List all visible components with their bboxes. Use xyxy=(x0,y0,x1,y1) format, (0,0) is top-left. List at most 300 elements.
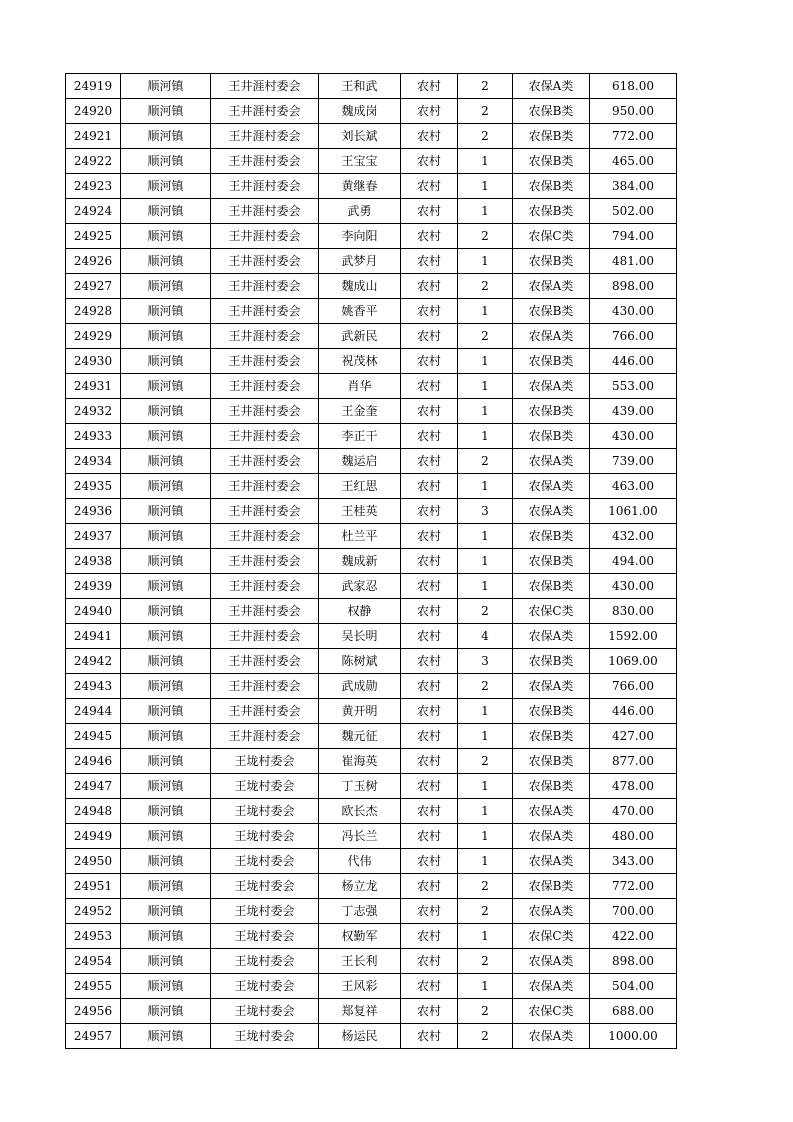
cell-person-name: 王长利 xyxy=(319,949,401,974)
cell-record-id: 24944 xyxy=(66,699,121,724)
cell-person-count: 2 xyxy=(458,124,513,149)
cell-village-committee: 王井涯村委会 xyxy=(211,649,319,674)
cell-record-id: 24934 xyxy=(66,449,121,474)
cell-town: 顺河镇 xyxy=(121,199,211,224)
cell-village-committee: 王垅村委会 xyxy=(211,824,319,849)
cell-record-id: 24931 xyxy=(66,374,121,399)
cell-record-id: 24932 xyxy=(66,399,121,424)
cell-town: 顺河镇 xyxy=(121,249,211,274)
cell-town: 顺河镇 xyxy=(121,74,211,99)
table-row xyxy=(66,424,677,449)
cell-town: 顺河镇 xyxy=(121,949,211,974)
cell-village-committee: 王井涯村委会 xyxy=(211,224,319,249)
cell-person-name: 代伟 xyxy=(319,849,401,874)
cell-town: 顺河镇 xyxy=(121,524,211,549)
cell-town: 顺河镇 xyxy=(121,924,211,949)
cell-person-count: 2 xyxy=(458,274,513,299)
cell-amount: 465.00 xyxy=(590,149,677,174)
cell-person-name: 魏成新 xyxy=(319,549,401,574)
cell-person-count: 1 xyxy=(458,824,513,849)
cell-person-count: 1 xyxy=(458,974,513,999)
cell-village-committee: 王井涯村委会 xyxy=(211,199,319,224)
cell-person-name: 魏元征 xyxy=(319,724,401,749)
cell-residence-type: 农村 xyxy=(401,974,458,999)
cell-town: 顺河镇 xyxy=(121,724,211,749)
cell-residence-type: 农村 xyxy=(401,124,458,149)
cell-amount: 898.00 xyxy=(590,949,677,974)
records-table-body xyxy=(66,74,677,1049)
cell-record-id: 24942 xyxy=(66,649,121,674)
cell-residence-type: 农村 xyxy=(401,99,458,124)
table-row xyxy=(66,849,677,874)
cell-record-id: 24939 xyxy=(66,574,121,599)
cell-village-committee: 王井涯村委会 xyxy=(211,599,319,624)
cell-amount: 384.00 xyxy=(590,174,677,199)
cell-town: 顺河镇 xyxy=(121,999,211,1024)
cell-residence-type: 农村 xyxy=(401,299,458,324)
cell-person-name: 黄继春 xyxy=(319,174,401,199)
table-row xyxy=(66,699,677,724)
cell-residence-type: 农村 xyxy=(401,499,458,524)
cell-record-id: 24947 xyxy=(66,774,121,799)
cell-person-name: 祝茂林 xyxy=(319,349,401,374)
cell-insurance-category: 农保A类 xyxy=(513,799,590,824)
cell-residence-type: 农村 xyxy=(401,374,458,399)
cell-village-committee: 王井涯村委会 xyxy=(211,474,319,499)
cell-town: 顺河镇 xyxy=(121,1024,211,1049)
cell-village-committee: 王垅村委会 xyxy=(211,874,319,899)
cell-town: 顺河镇 xyxy=(121,624,211,649)
cell-amount: 494.00 xyxy=(590,549,677,574)
cell-residence-type: 农村 xyxy=(401,899,458,924)
cell-person-count: 2 xyxy=(458,999,513,1024)
cell-amount: 553.00 xyxy=(590,374,677,399)
cell-person-name: 武家忍 xyxy=(319,574,401,599)
cell-amount: 439.00 xyxy=(590,399,677,424)
cell-town: 顺河镇 xyxy=(121,449,211,474)
cell-person-count: 2 xyxy=(458,874,513,899)
table-row xyxy=(66,74,677,99)
cell-amount: 618.00 xyxy=(590,74,677,99)
cell-insurance-category: 农保C类 xyxy=(513,224,590,249)
cell-insurance-category: 农保A类 xyxy=(513,449,590,474)
cell-village-committee: 王井涯村委会 xyxy=(211,524,319,549)
cell-insurance-category: 农保B类 xyxy=(513,774,590,799)
cell-insurance-category: 农保B类 xyxy=(513,149,590,174)
table-row xyxy=(66,174,677,199)
cell-residence-type: 农村 xyxy=(401,674,458,699)
cell-amount: 343.00 xyxy=(590,849,677,874)
table-row xyxy=(66,999,677,1024)
cell-record-id: 24926 xyxy=(66,249,121,274)
cell-person-name: 武新民 xyxy=(319,324,401,349)
cell-person-name: 崔海英 xyxy=(319,749,401,774)
cell-residence-type: 农村 xyxy=(401,549,458,574)
cell-person-name: 郑复祥 xyxy=(319,999,401,1024)
cell-person-name: 武梦月 xyxy=(319,249,401,274)
table-row xyxy=(66,674,677,699)
table-row xyxy=(66,299,677,324)
cell-residence-type: 农村 xyxy=(401,574,458,599)
cell-person-count: 1 xyxy=(458,774,513,799)
cell-residence-type: 农村 xyxy=(401,849,458,874)
cell-village-committee: 王井涯村委会 xyxy=(211,274,319,299)
cell-town: 顺河镇 xyxy=(121,299,211,324)
cell-town: 顺河镇 xyxy=(121,974,211,999)
cell-village-committee: 王垅村委会 xyxy=(211,749,319,774)
cell-amount: 470.00 xyxy=(590,799,677,824)
cell-person-count: 2 xyxy=(458,74,513,99)
cell-village-committee: 王井涯村委会 xyxy=(211,324,319,349)
table-row xyxy=(66,924,677,949)
cell-insurance-category: 农保B类 xyxy=(513,724,590,749)
cell-amount: 446.00 xyxy=(590,349,677,374)
cell-village-committee: 王井涯村委会 xyxy=(211,374,319,399)
cell-record-id: 24953 xyxy=(66,924,121,949)
cell-person-count: 1 xyxy=(458,399,513,424)
cell-person-name: 杨运民 xyxy=(319,1024,401,1049)
cell-person-name: 权静 xyxy=(319,599,401,624)
cell-residence-type: 农村 xyxy=(401,999,458,1024)
cell-person-name: 杨立龙 xyxy=(319,874,401,899)
cell-town: 顺河镇 xyxy=(121,424,211,449)
cell-amount: 430.00 xyxy=(590,424,677,449)
cell-town: 顺河镇 xyxy=(121,599,211,624)
cell-residence-type: 农村 xyxy=(401,699,458,724)
cell-insurance-category: 农保B类 xyxy=(513,574,590,599)
cell-person-name: 魏成山 xyxy=(319,274,401,299)
cell-record-id: 24922 xyxy=(66,149,121,174)
cell-residence-type: 农村 xyxy=(401,274,458,299)
cell-person-count: 1 xyxy=(458,174,513,199)
cell-insurance-category: 农保B类 xyxy=(513,124,590,149)
cell-insurance-category: 农保A类 xyxy=(513,824,590,849)
table-row xyxy=(66,974,677,999)
cell-village-committee: 王垅村委会 xyxy=(211,949,319,974)
cell-record-id: 24957 xyxy=(66,1024,121,1049)
cell-amount: 1592.00 xyxy=(590,624,677,649)
cell-record-id: 24946 xyxy=(66,749,121,774)
cell-record-id: 24924 xyxy=(66,199,121,224)
cell-village-committee: 王井涯村委会 xyxy=(211,674,319,699)
table-row xyxy=(66,599,677,624)
cell-amount: 422.00 xyxy=(590,924,677,949)
cell-town: 顺河镇 xyxy=(121,824,211,849)
cell-insurance-category: 农保A类 xyxy=(513,324,590,349)
table-row xyxy=(66,624,677,649)
cell-residence-type: 农村 xyxy=(401,874,458,899)
cell-person-count: 2 xyxy=(458,674,513,699)
cell-person-name: 陈树斌 xyxy=(319,649,401,674)
cell-record-id: 24949 xyxy=(66,824,121,849)
table-row xyxy=(66,374,677,399)
cell-insurance-category: 农保B类 xyxy=(513,199,590,224)
cell-record-id: 24948 xyxy=(66,799,121,824)
cell-residence-type: 农村 xyxy=(401,799,458,824)
cell-person-name: 姚香平 xyxy=(319,299,401,324)
cell-residence-type: 农村 xyxy=(401,824,458,849)
cell-insurance-category: 农保A类 xyxy=(513,849,590,874)
cell-village-committee: 王井涯村委会 xyxy=(211,74,319,99)
table-row xyxy=(66,799,677,824)
cell-village-committee: 王垅村委会 xyxy=(211,1024,319,1049)
cell-insurance-category: 农保C类 xyxy=(513,999,590,1024)
cell-person-count: 1 xyxy=(458,549,513,574)
table-row xyxy=(66,549,677,574)
cell-record-id: 24956 xyxy=(66,999,121,1024)
cell-town: 顺河镇 xyxy=(121,874,211,899)
cell-village-committee: 王井涯村委会 xyxy=(211,424,319,449)
cell-village-committee: 王井涯村委会 xyxy=(211,349,319,374)
cell-residence-type: 农村 xyxy=(401,224,458,249)
cell-residence-type: 农村 xyxy=(401,949,458,974)
table-row xyxy=(66,499,677,524)
cell-person-name: 王宝宝 xyxy=(319,149,401,174)
cell-insurance-category: 农保A类 xyxy=(513,624,590,649)
cell-person-count: 2 xyxy=(458,749,513,774)
cell-amount: 772.00 xyxy=(590,874,677,899)
cell-insurance-category: 农保B类 xyxy=(513,174,590,199)
cell-amount: 1000.00 xyxy=(590,1024,677,1049)
cell-person-count: 3 xyxy=(458,649,513,674)
cell-village-committee: 王垅村委会 xyxy=(211,849,319,874)
cell-record-id: 24950 xyxy=(66,849,121,874)
cell-insurance-category: 农保A类 xyxy=(513,274,590,299)
cell-record-id: 24951 xyxy=(66,874,121,899)
cell-residence-type: 农村 xyxy=(401,399,458,424)
table-row xyxy=(66,1024,677,1049)
table-row xyxy=(66,524,677,549)
table-row xyxy=(66,874,677,899)
cell-town: 顺河镇 xyxy=(121,899,211,924)
cell-residence-type: 农村 xyxy=(401,174,458,199)
cell-village-committee: 王垅村委会 xyxy=(211,774,319,799)
cell-person-name: 肖华 xyxy=(319,374,401,399)
table-row xyxy=(66,224,677,249)
cell-village-committee: 王垅村委会 xyxy=(211,899,319,924)
cell-amount: 950.00 xyxy=(590,99,677,124)
cell-village-committee: 王井涯村委会 xyxy=(211,574,319,599)
cell-insurance-category: 农保A类 xyxy=(513,949,590,974)
cell-person-name: 丁玉树 xyxy=(319,774,401,799)
cell-residence-type: 农村 xyxy=(401,524,458,549)
cell-person-count: 1 xyxy=(458,524,513,549)
cell-person-name: 魏运启 xyxy=(319,449,401,474)
cell-person-name: 吴长明 xyxy=(319,624,401,649)
cell-village-committee: 王井涯村委会 xyxy=(211,624,319,649)
cell-person-name: 王风彩 xyxy=(319,974,401,999)
cell-person-name: 李正干 xyxy=(319,424,401,449)
cell-village-committee: 王井涯村委会 xyxy=(211,149,319,174)
cell-insurance-category: 农保B类 xyxy=(513,399,590,424)
table-row xyxy=(66,749,677,774)
cell-town: 顺河镇 xyxy=(121,774,211,799)
cell-person-name: 李向阳 xyxy=(319,224,401,249)
table-row xyxy=(66,474,677,499)
cell-insurance-category: 农保C类 xyxy=(513,599,590,624)
cell-amount: 432.00 xyxy=(590,524,677,549)
cell-person-name: 王红思 xyxy=(319,474,401,499)
cell-person-count: 2 xyxy=(458,99,513,124)
table-row xyxy=(66,899,677,924)
cell-record-id: 24920 xyxy=(66,99,121,124)
cell-insurance-category: 农保A类 xyxy=(513,674,590,699)
cell-record-id: 24925 xyxy=(66,224,121,249)
cell-village-committee: 王井涯村委会 xyxy=(211,299,319,324)
cell-village-committee: 王井涯村委会 xyxy=(211,174,319,199)
cell-village-committee: 王垅村委会 xyxy=(211,999,319,1024)
records-table xyxy=(65,73,677,1049)
cell-person-name: 丁志强 xyxy=(319,899,401,924)
cell-record-id: 24933 xyxy=(66,424,121,449)
cell-residence-type: 农村 xyxy=(401,924,458,949)
cell-residence-type: 农村 xyxy=(401,249,458,274)
cell-person-name: 武勇 xyxy=(319,199,401,224)
cell-amount: 478.00 xyxy=(590,774,677,799)
cell-insurance-category: 农保A类 xyxy=(513,374,590,399)
cell-town: 顺河镇 xyxy=(121,799,211,824)
cell-amount: 700.00 xyxy=(590,899,677,924)
cell-record-id: 24954 xyxy=(66,949,121,974)
cell-residence-type: 农村 xyxy=(401,599,458,624)
cell-person-name: 魏成岗 xyxy=(319,99,401,124)
cell-town: 顺河镇 xyxy=(121,499,211,524)
cell-village-committee: 王井涯村委会 xyxy=(211,399,319,424)
cell-amount: 427.00 xyxy=(590,724,677,749)
cell-record-id: 24955 xyxy=(66,974,121,999)
cell-insurance-category: 农保B类 xyxy=(513,549,590,574)
cell-record-id: 24952 xyxy=(66,899,121,924)
cell-town: 顺河镇 xyxy=(121,849,211,874)
cell-town: 顺河镇 xyxy=(121,174,211,199)
table-row xyxy=(66,574,677,599)
cell-amount: 1069.00 xyxy=(590,649,677,674)
cell-record-id: 24927 xyxy=(66,274,121,299)
table-row xyxy=(66,649,677,674)
cell-person-count: 2 xyxy=(458,1024,513,1049)
cell-person-count: 2 xyxy=(458,599,513,624)
cell-person-name: 王和武 xyxy=(319,74,401,99)
cell-record-id: 24921 xyxy=(66,124,121,149)
cell-person-name: 王桂英 xyxy=(319,499,401,524)
cell-amount: 794.00 xyxy=(590,224,677,249)
cell-person-name: 黄开明 xyxy=(319,699,401,724)
cell-village-committee: 王井涯村委会 xyxy=(211,724,319,749)
table-row xyxy=(66,124,677,149)
table-row xyxy=(66,399,677,424)
cell-insurance-category: 农保B类 xyxy=(513,99,590,124)
cell-person-count: 1 xyxy=(458,474,513,499)
cell-amount: 481.00 xyxy=(590,249,677,274)
cell-person-count: 1 xyxy=(458,299,513,324)
cell-amount: 766.00 xyxy=(590,324,677,349)
cell-residence-type: 农村 xyxy=(401,724,458,749)
cell-person-count: 2 xyxy=(458,324,513,349)
cell-person-count: 1 xyxy=(458,724,513,749)
cell-town: 顺河镇 xyxy=(121,399,211,424)
cell-person-name: 王金奎 xyxy=(319,399,401,424)
cell-town: 顺河镇 xyxy=(121,549,211,574)
cell-village-committee: 王井涯村委会 xyxy=(211,124,319,149)
cell-insurance-category: 农保B类 xyxy=(513,249,590,274)
cell-town: 顺河镇 xyxy=(121,699,211,724)
cell-town: 顺河镇 xyxy=(121,749,211,774)
cell-insurance-category: 农保B类 xyxy=(513,649,590,674)
cell-record-id: 24943 xyxy=(66,674,121,699)
cell-person-count: 1 xyxy=(458,924,513,949)
cell-residence-type: 农村 xyxy=(401,1024,458,1049)
cell-person-name: 武成勋 xyxy=(319,674,401,699)
cell-person-name: 权勤军 xyxy=(319,924,401,949)
cell-person-count: 3 xyxy=(458,499,513,524)
table-row xyxy=(66,449,677,474)
cell-village-committee: 王垅村委会 xyxy=(211,924,319,949)
cell-person-count: 2 xyxy=(458,224,513,249)
cell-amount: 430.00 xyxy=(590,299,677,324)
cell-town: 顺河镇 xyxy=(121,124,211,149)
cell-insurance-category: 农保A类 xyxy=(513,474,590,499)
cell-amount: 502.00 xyxy=(590,199,677,224)
cell-amount: 772.00 xyxy=(590,124,677,149)
cell-amount: 480.00 xyxy=(590,824,677,849)
cell-village-committee: 王井涯村委会 xyxy=(211,499,319,524)
cell-residence-type: 农村 xyxy=(401,649,458,674)
table-row xyxy=(66,274,677,299)
cell-town: 顺河镇 xyxy=(121,224,211,249)
cell-amount: 877.00 xyxy=(590,749,677,774)
cell-record-id: 24930 xyxy=(66,349,121,374)
cell-residence-type: 农村 xyxy=(401,199,458,224)
cell-town: 顺河镇 xyxy=(121,149,211,174)
cell-amount: 1061.00 xyxy=(590,499,677,524)
cell-village-committee: 王井涯村委会 xyxy=(211,249,319,274)
cell-residence-type: 农村 xyxy=(401,749,458,774)
cell-amount: 830.00 xyxy=(590,599,677,624)
cell-residence-type: 农村 xyxy=(401,449,458,474)
cell-village-committee: 王垅村委会 xyxy=(211,974,319,999)
cell-residence-type: 农村 xyxy=(401,74,458,99)
cell-person-count: 4 xyxy=(458,624,513,649)
cell-record-id: 24945 xyxy=(66,724,121,749)
cell-person-count: 1 xyxy=(458,249,513,274)
cell-person-name: 杜兰平 xyxy=(319,524,401,549)
cell-residence-type: 农村 xyxy=(401,624,458,649)
cell-record-id: 24919 xyxy=(66,74,121,99)
cell-record-id: 24941 xyxy=(66,624,121,649)
cell-person-count: 2 xyxy=(458,949,513,974)
cell-amount: 688.00 xyxy=(590,999,677,1024)
cell-person-count: 2 xyxy=(458,899,513,924)
cell-amount: 430.00 xyxy=(590,574,677,599)
table-row xyxy=(66,149,677,174)
cell-insurance-category: 农保B类 xyxy=(513,524,590,549)
cell-town: 顺河镇 xyxy=(121,349,211,374)
cell-village-committee: 王井涯村委会 xyxy=(211,549,319,574)
cell-town: 顺河镇 xyxy=(121,99,211,124)
cell-insurance-category: 农保A类 xyxy=(513,499,590,524)
cell-village-committee: 王井涯村委会 xyxy=(211,699,319,724)
cell-record-id: 24928 xyxy=(66,299,121,324)
cell-record-id: 24935 xyxy=(66,474,121,499)
table-row xyxy=(66,824,677,849)
cell-person-count: 1 xyxy=(458,699,513,724)
cell-amount: 446.00 xyxy=(590,699,677,724)
table-row xyxy=(66,949,677,974)
cell-record-id: 24929 xyxy=(66,324,121,349)
cell-record-id: 24937 xyxy=(66,524,121,549)
cell-person-name: 刘长斌 xyxy=(319,124,401,149)
table-row xyxy=(66,99,677,124)
